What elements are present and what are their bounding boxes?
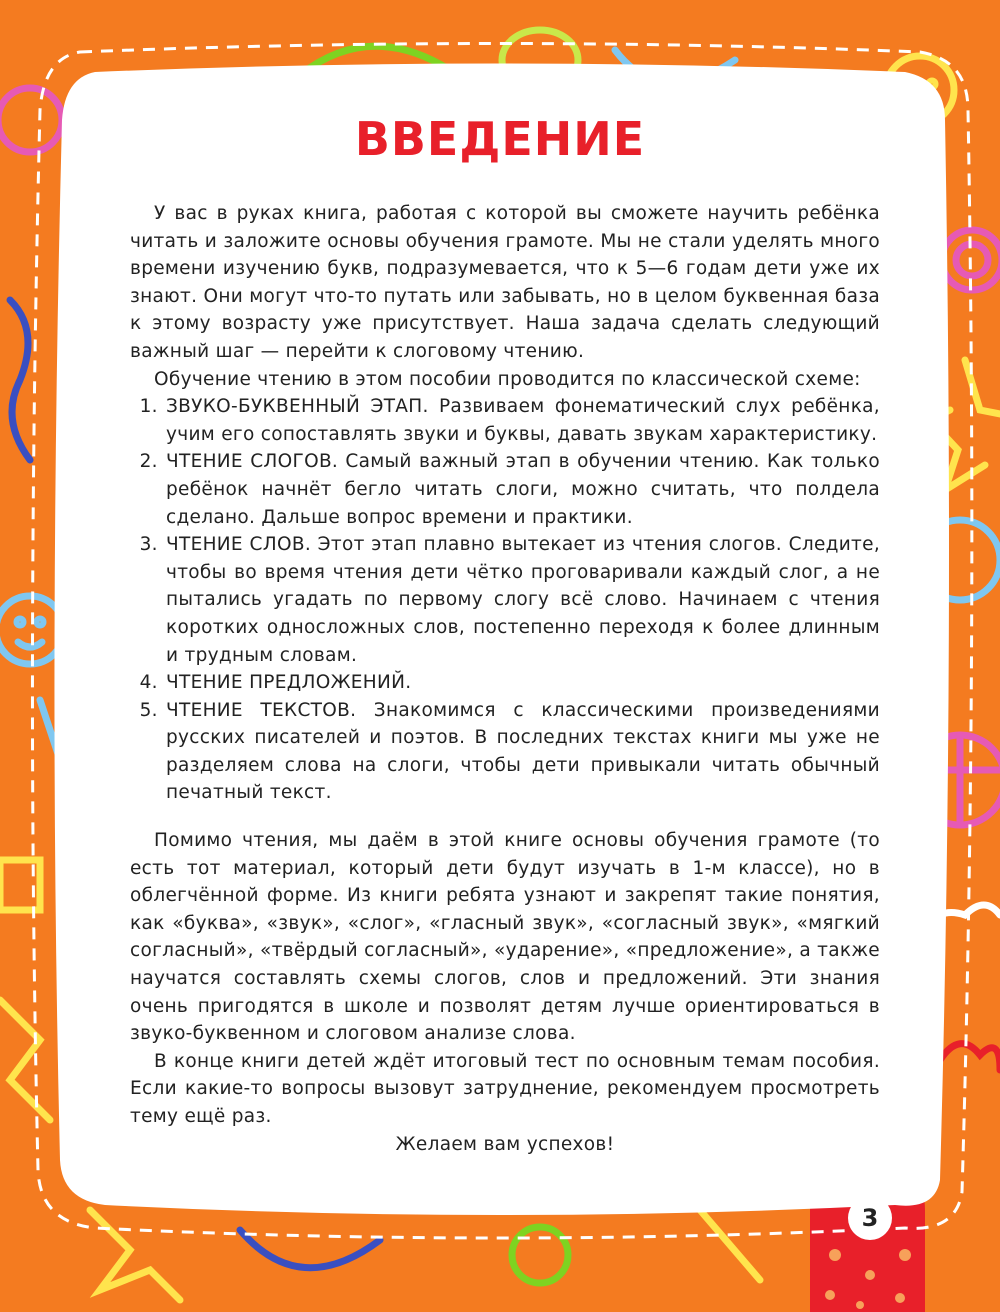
intro-paragraph: У вас в руках книга, работая с которой вы сможете научить ребёнка читать и заложите основы обучения грамоте. Мы не стали уделять много времени изучению букв, подразумевается, что к 5—6 годам дети уже их знают. Они могут что-то путать или забывать, но в целом буквенная база к этому возрасту уже присутствует. Наша задача сделать следующий важный шаг — перейти к слоговому чтению. xyxy=(130,203,880,362)
step-item: 2. ЧТЕНИЕ СЛОГОВ. Самый важный этап в обучении чтению. Как только ребёнок начнёт бегло читать слоги, можно считать, что полдела сделано. Дальше вопрос времени и практики. xyxy=(164,448,880,531)
steps-list xyxy=(130,393,880,807)
step-item: 1. ЗВУКО-БУКВЕННЫЙ ЭТАП. Развиваем фонематический слух ребёнка, учим его сопоставлять звуки и буквы, давать звукам характеристику. xyxy=(164,393,880,448)
doodle-face-left xyxy=(0,596,64,664)
step-item: 5. ЧТЕНИЕ ТЕКСТОВ. Знакомимся с классическими произведениями русских писателей и поэтов. В последних текстах книги мы уже не разделяем слова на слоги, чтобы дети привыкали читать обычный печатный текст. xyxy=(164,697,880,807)
final-test-paragraph: В конце книги детей ждёт итоговый тест по основным темам пособия. Если какие-то вопросы вызовут затруднение, рекомендуем просмотреть тему ещё раз. xyxy=(130,1050,880,1127)
step-item: 4. ЧТЕНИЕ ПРЕДЛОЖЕНИЙ. xyxy=(164,669,880,697)
doodle-zigzag-left xyxy=(0,1000,50,1120)
doodle-wave-left xyxy=(10,300,30,460)
doodle-star-bottom xyxy=(90,1210,180,1300)
page-title: ВВЕДЕНИЕ xyxy=(354,112,646,166)
paragraph-gap xyxy=(130,807,880,827)
scheme-lead-in: Обучение чтению в этом пособии проводится по классической схеме: xyxy=(154,368,861,390)
intro-text xyxy=(130,200,880,1158)
page-number: 3 xyxy=(848,1196,892,1240)
closing-wish: Желаем вам успехов! xyxy=(395,1133,615,1155)
doodle-flower-bottom xyxy=(512,1227,568,1283)
doodle-lolly-bottom xyxy=(700,1210,760,1280)
literacy-paragraph: Помимо чтения, мы даём в этой книге основы обучения грамоте (то есть тот материал, который дети будут изучать в 1-м классе), но в облегчённой форме. Из книги ребята узнают и закрепят такие понятия, как «буква», «звук», «слог», «гласный звук», «согласный звук», «мягкий согласный», «твёрдый согласный», «ударение», «предложение», а также научатся составлять схемы слогов, слов и предложений. Эти знания очень пригодятся в школе и позволят детям лучше ориентироваться в звуко-буквенном и слоговом анализе слова. xyxy=(130,830,880,1045)
step-item: 3. ЧТЕНИЕ СЛОВ. Этот этап плавно вытекает из чтения слогов. Следите, чтобы во время чтения дети чётко проговаривали каждый слог, а не пытались угадать по первому слогу всё слово. Начинаем с чтения коротких односложных слов, постепенно переходя к более длинным и трудным словам. xyxy=(164,531,880,669)
doodle-heart xyxy=(940,1044,1000,1070)
